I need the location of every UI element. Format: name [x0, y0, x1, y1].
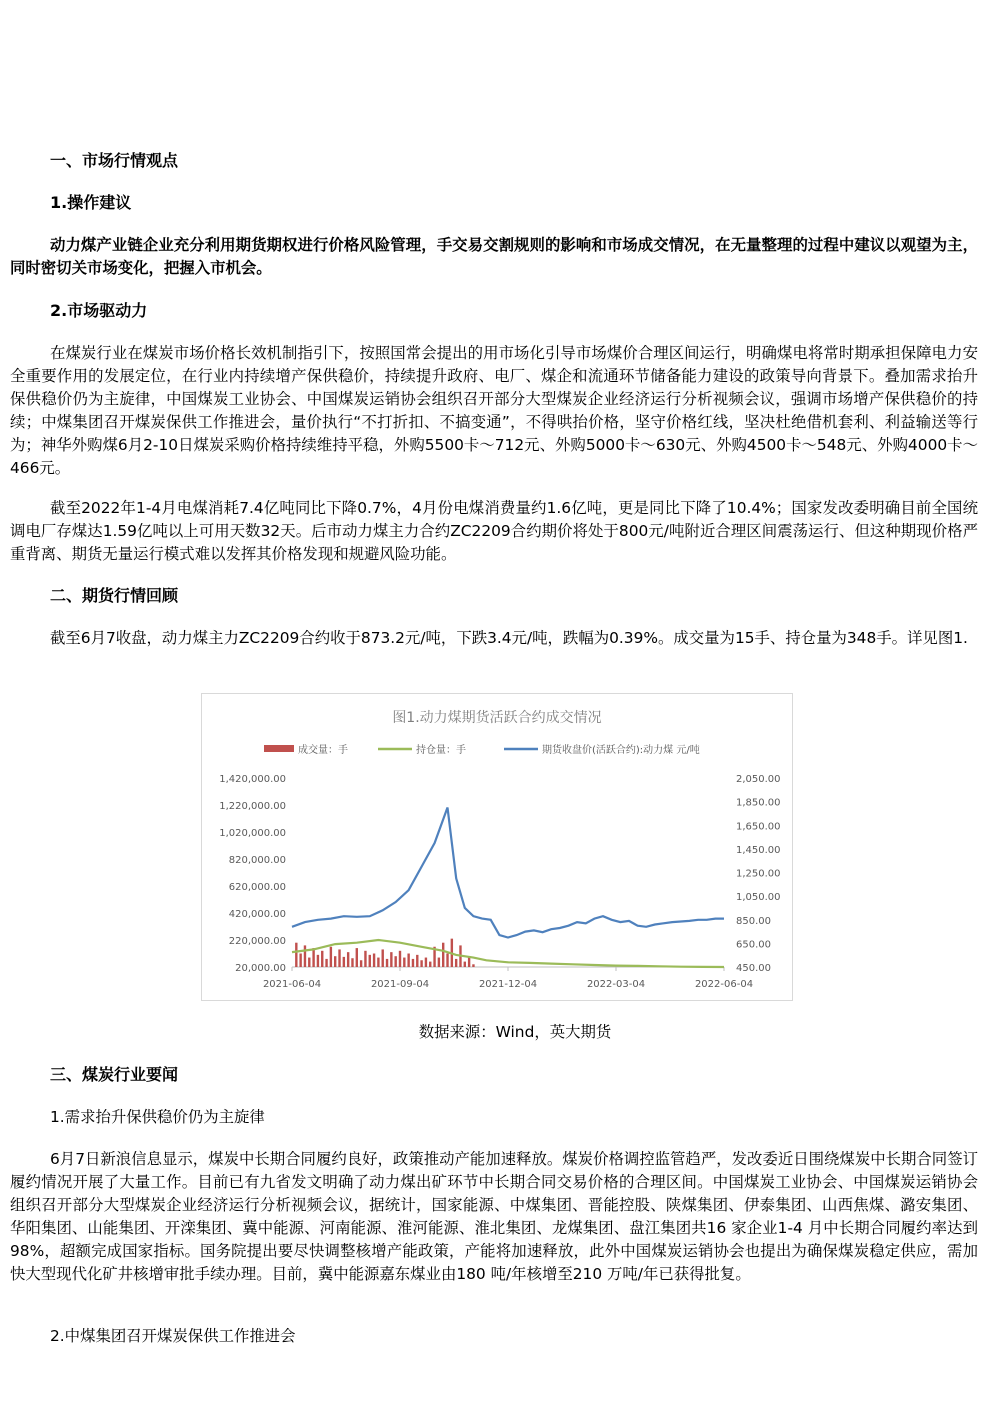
paragraph-operation-advice: 动力煤产业链企业充分利用期货期权进行价格风险管理，手交易交割规则的影响和市场成交情况，在无量整理的过程中建议以观望为主，同时密切关市场变化，把握入市机会。	[10, 236, 978, 277]
volume-bar	[386, 959, 388, 967]
volume-bar	[356, 948, 358, 967]
left-axis-tick-label: 1,220,000.00	[219, 801, 286, 812]
volume-bar	[446, 954, 448, 968]
paragraph-market-drivers: 在煤炭行业在煤炭市场价格长效机制指引下，按照国常会提出的用市场化引导市场煤价合理区间运行，明确煤电将常时期承担保障电力安全重要作用的发展定位，在行业内持续增产保供稳价，持续提升政府、电厂、煤企和流通环节储备能力建设的政策导向背景下。叠加需求抬升保供稳价仍为主旋律，中国煤炭工业协会、中国煤炭运销协会组织召开部分大型煤炭企业经济运行分析视频会议，强调市场增产保供稳价的持续；中煤集团召开煤炭保供工作推进会，量价执行“不打折扣、不搞变通”，不得哄抬价格，坚守价格红线，坚决杜绝借机套利、利益输送等行为；神华外购煤6月2-10日煤炭采购价格持续维持平稳，外购5500卡～712元、外购5000卡～630元、外购4500卡～548元、外购4000卡～466元。	[10, 344, 978, 477]
legend-label-volume: 成交量：手	[298, 745, 348, 756]
left-axis-tick-label: 420,000.00	[228, 909, 286, 920]
right-axis-tick-label: 1,050.00	[736, 892, 781, 904]
volume-bar	[403, 958, 405, 967]
volume-bar	[364, 951, 366, 967]
subheading-china-coal-meeting: 2.中煤集团召开煤炭保供工作推进会	[50, 1327, 296, 1345]
left-axis-tick-label: 1,020,000.00	[219, 828, 286, 839]
volume-bar	[429, 962, 431, 967]
volume-bar	[377, 958, 379, 967]
right-axis-tick-label: 1,250.00	[736, 868, 781, 880]
x-axis-ticks	[263, 967, 753, 990]
legend-swatch-volume	[264, 745, 294, 752]
volume-bar	[343, 957, 345, 967]
x-axis-tick-label: 2022-03-04	[586, 979, 646, 990]
volume-bar	[407, 954, 409, 968]
volume-bar	[334, 956, 336, 967]
volume-bar	[416, 955, 418, 967]
chart-title: 图1.动力煤期货活跃合约成交情况	[392, 710, 602, 726]
volume-bar	[325, 959, 327, 967]
volume-bar	[420, 960, 422, 967]
section-heading-futures-review: 二、期货行情回顾	[50, 586, 179, 605]
subheading-operation-advice: 1.操作建议	[50, 193, 132, 212]
volume-bar	[399, 951, 401, 967]
right-axis-tick-label: 850.00	[736, 915, 771, 927]
volume-bar	[442, 943, 444, 967]
volume-bar	[425, 958, 427, 967]
volume-bar	[338, 949, 340, 967]
subheading-demand-rising: 1.需求抬升保供稳价仍为主旋律	[50, 1108, 265, 1126]
volume-bar	[347, 952, 349, 967]
right-axis-tick-label: 1,450.00	[736, 844, 781, 856]
volume-bar	[369, 955, 371, 967]
volume-bar	[317, 955, 319, 967]
left-axis-tick-label: 820,000.00	[228, 855, 286, 866]
subheading-market-drivers: 2.市场驱动力	[50, 301, 148, 320]
chart-container	[201, 693, 793, 1001]
right-axis-tick-label: 650.00	[736, 939, 771, 951]
volume-bar	[295, 943, 297, 967]
x-axis-tick-label: 2021-12-04	[478, 979, 538, 990]
legend-label-price: 期货收盘价(活跃合约):动力煤 元/吨	[542, 745, 700, 756]
chart-source-caption: 数据来源：Wind，英大期货	[418, 1023, 612, 1041]
section-heading-market-view: 一、市场行情观点	[50, 151, 179, 170]
volume-bar	[390, 952, 392, 967]
x-axis-tick-label: 2021-06-04	[262, 979, 322, 990]
volume-bar	[330, 947, 332, 967]
x-axis-tick-label: 2022-06-04	[694, 979, 754, 990]
section-heading-industry-news: 三、煤炭行业要闻	[50, 1065, 179, 1084]
paragraph-coal-consumption: 截至2022年1-4月电煤消耗7.4亿吨同比下降0.7%，4月份电煤消费量约1.6亿吨，更是同比下降了10.4%；国家发改委明确目前全国统调电厂存煤达1.59亿吨以上可用天数32天。后市动力煤主力合约ZC2209合约期价将处于800元/吨附近合理区间震荡运行、但这种期现价格严重背离、期货无量运行模式难以发挥其价格发现和规避风险功能。	[10, 499, 978, 563]
left-axis-tick-label: 620,000.00	[228, 882, 286, 893]
right-axis-tick-label: 2,050.00	[736, 774, 781, 785]
volume-bar	[455, 959, 457, 967]
chart-legend	[264, 743, 700, 756]
legend-label-open-interest: 持仓量：手	[416, 745, 466, 756]
volume-bar	[351, 958, 353, 967]
left-axis-tick-label: 20,000.00	[235, 963, 286, 974]
futures-chart	[202, 694, 792, 1000]
volume-bar	[360, 960, 362, 967]
volume-bar	[472, 964, 474, 967]
volume-bar	[312, 948, 314, 967]
volume-bar	[412, 959, 414, 967]
volume-bar	[321, 951, 323, 967]
right-axis-tick-label: 450.00	[736, 963, 771, 974]
left-axis-tick-label: 220,000.00	[228, 936, 286, 947]
volume-bar	[438, 958, 440, 967]
right-axis-tick-label: 1,850.00	[736, 797, 781, 809]
x-axis-tick-label: 2021-09-04	[370, 979, 430, 990]
left-axis-ticks	[219, 774, 286, 974]
volume-bar	[382, 949, 384, 967]
volume-bar	[373, 954, 375, 968]
price-line	[292, 808, 724, 938]
volume-bar	[464, 962, 466, 967]
paragraph-futures-review: 截至6月7收盘，动力煤主力ZC2209合约收于873.2元/吨，下跌3.4元/吨，跌幅为0.39%。成交量为15手、持仓量为348手。详见图1.	[50, 629, 968, 647]
volume-bar	[394, 956, 396, 967]
right-axis-ticks	[736, 774, 781, 974]
paragraph-demand-rising: 6月7日新浪信息显示，煤炭中长期合同履约良好，政策推动产能加速释放。煤炭价格调控监管趋严，发改委近日围绕煤炭中长期合同签订履约情况开展了大量工作。目前已有九省发文明确了动力煤出矿环节中长期合同交易价格的合理区间。中国煤炭工业协会、中国煤炭运销协会组织召开部分大型煤炭企业经济运行分析视频会议，据统计，国家能源、中煤集团、晋能控股、陕煤集团、伊泰集团、山西焦煤、潞安集团、华阳集团、山能集团、开滦集团、冀中能源、河南能源、淮河能源、淮北集团、龙煤集团、盘江集团共16 家企业1-4 月中长期合同履约率达到98%，超额完成国家指标。国务院提出要尽快调整核增产能政策，产能将加速释放，此外中国煤炭运销协会也提出为确保煤炭稳定供应，需加快大型现代化矿井核增审批手续办理。目前，冀中能源嘉东煤业由180 吨/年核增至210 万吨/年已获得批复。	[10, 1150, 978, 1283]
left-axis-tick-label: 1,420,000.00	[219, 774, 286, 785]
volume-bar	[304, 945, 306, 967]
volume-bar	[308, 958, 310, 967]
right-axis-tick-label: 1,650.00	[736, 821, 781, 833]
volume-bar	[299, 954, 301, 968]
